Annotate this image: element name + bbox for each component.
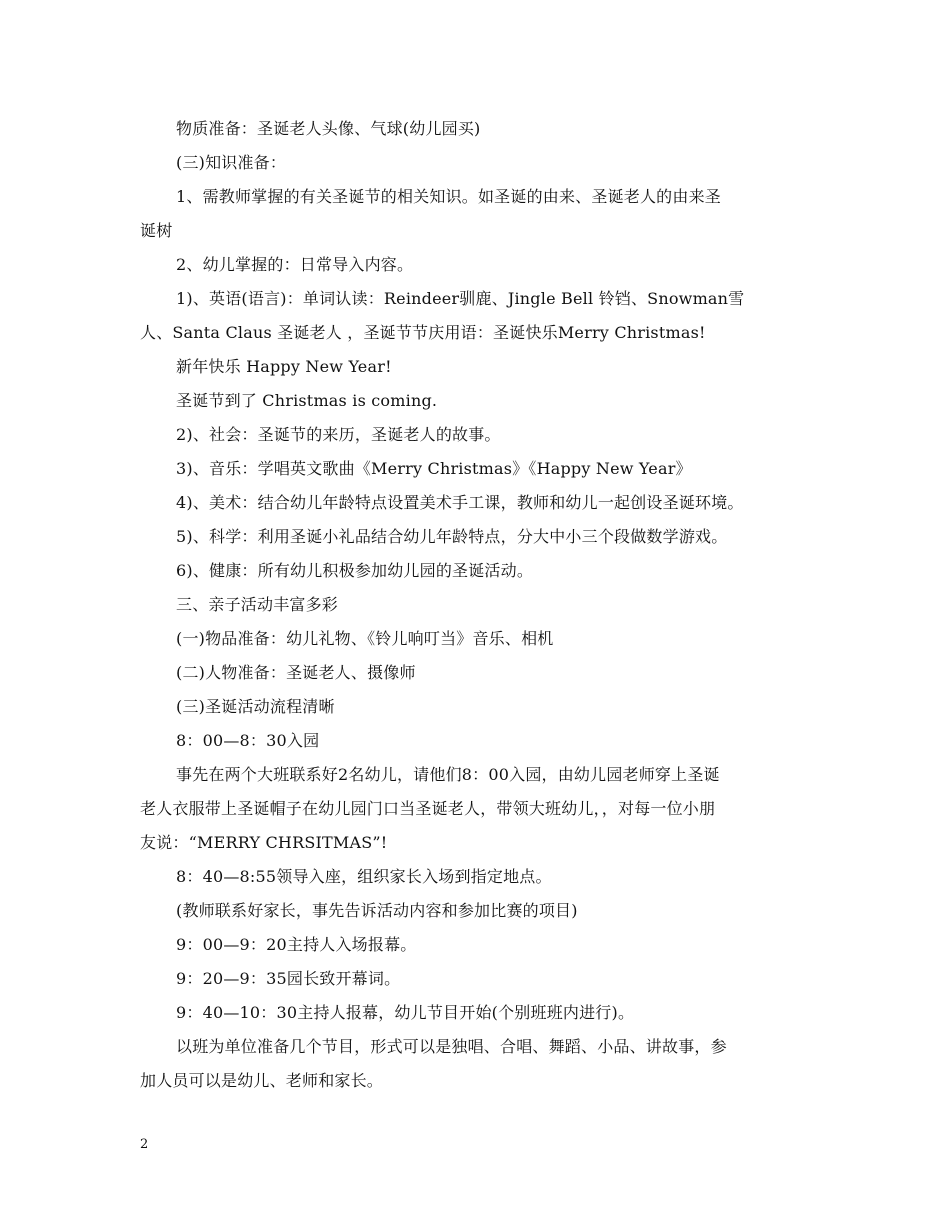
text-line: (教师联系好家长，事先告诉活动内容和参加比赛的项目)	[176, 901, 578, 920]
text-line: 9：20—9：35园长致开幕词。	[176, 969, 401, 988]
text-line: 物质准备：圣诞老人头像、气球(幼儿园买)	[176, 119, 481, 138]
text-line: 2)、社会：圣诞节的来历，圣诞老人的故事。	[176, 425, 501, 444]
text-line: 1、需教师掌握的有关圣诞节的相关知识。如圣诞的由来、圣诞老人的由来圣	[176, 187, 721, 206]
text-line: 9：40—10：30主持人报幕，幼儿节目开始(个别班班内进行)。	[176, 1003, 635, 1022]
text-line: 老人衣服带上圣诞帽子在幼儿园门口当圣诞老人，带领大班幼儿，，对每一位小朋	[140, 799, 716, 818]
text-line: 1)、英语(语言)：单词认读：Reindeer驯鹿、Jingle Bell 铃铛、Snowman雪	[176, 289, 745, 308]
text-line: 加人员可以是幼儿、老师和家长。	[140, 1071, 384, 1090]
text-line: 人、Santa Claus 圣诞老人 ，圣诞节节庆用语：圣诞快乐Merry Christmas!	[140, 323, 706, 342]
text-line: 8：00—8：30入园	[176, 731, 320, 750]
text-line: 事先在两个大班联系好2名幼儿，请他们8：00入园，由幼儿园老师穿上圣诞	[176, 765, 720, 784]
text-line: 以班为单位准备几个节目，形式可以是独唱、合唱、舞蹈、小品、讲故事，参	[176, 1037, 727, 1056]
text-line: (三)知识准备：	[176, 153, 287, 172]
text-line: 新年快乐 Happy New Year!	[176, 357, 392, 376]
text-line: 2、幼儿掌握的：日常导入内容。	[176, 255, 414, 274]
section-heading: 三、亲子活动丰富多彩	[176, 595, 339, 614]
text-line: 6)、健康：所有幼儿积极参加幼儿园的圣诞活动。	[176, 561, 534, 580]
page-number: 2	[140, 1137, 149, 1152]
text-line: 5)、科学：利用圣诞小礼品结合幼儿年龄特点，分大中小三个段做数学游戏。	[176, 527, 728, 546]
text-line: (一)物品准备：幼儿礼物、《铃儿响叮当》音乐、相机	[176, 629, 554, 648]
text-line: 4)、美术：结合幼儿年龄特点设置美术手工课，教师和幼儿一起创设圣诞环境。	[176, 493, 744, 512]
text-line: 3)、音乐：学唱英文歌曲《Merry Christmas》《Happy New Year》	[176, 459, 692, 478]
text-line: 友说：“MERRY CHRSITMAS”!	[140, 833, 388, 852]
text-line: 圣诞节到了 Christmas is coming.	[176, 391, 438, 410]
text-line: (三)圣诞活动流程清晰	[176, 697, 335, 716]
text-line: 诞树	[140, 221, 173, 240]
text-line: 9：00—9：20主持人入场报幕。	[176, 935, 417, 954]
text-line: 8：40—8:55领导入座，组织家长入场到指定地点。	[176, 867, 552, 886]
text-line: (二)人物准备：圣诞老人、摄像师	[176, 663, 416, 682]
